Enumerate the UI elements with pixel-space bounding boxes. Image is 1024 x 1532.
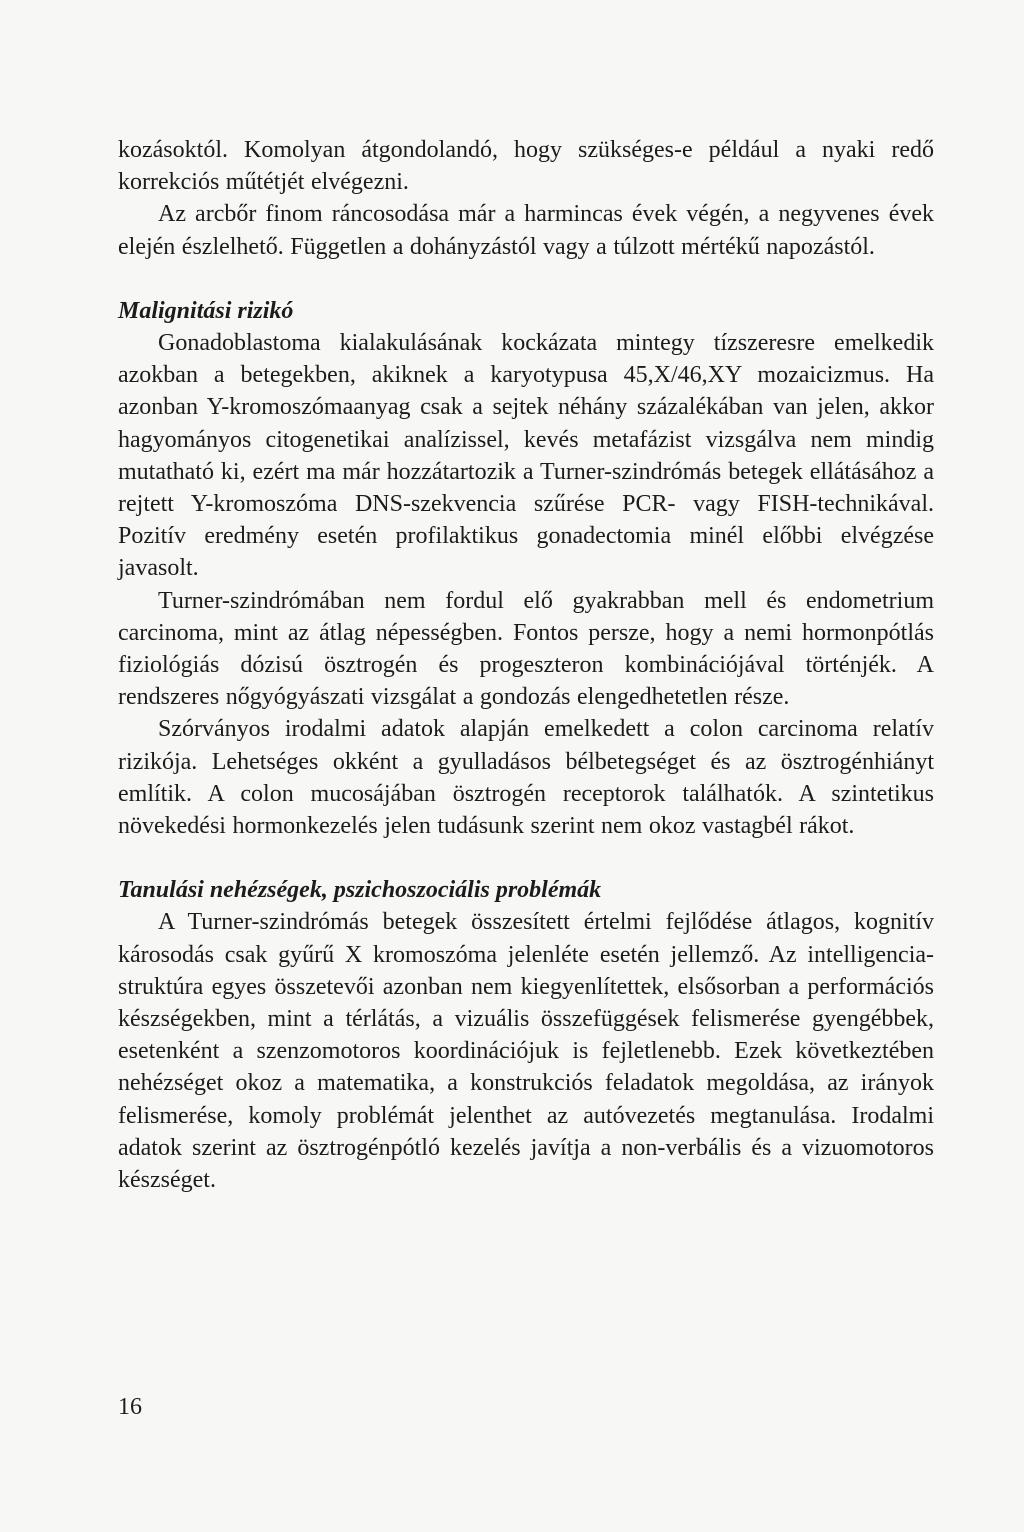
body-paragraph: Gonadoblastoma kialakulásának kockázata mintegy tízszeresre emelkedik azokban a betegekben, akiknek a karyotypusa 45,X/46,XY mozaicizmus. Ha azonban Y-kromoszómaanyag csak a sejtek néhány százalékában van jelen, akkor hagyományos citogenetikai analízissel, kevés metafázist vizsgálva nem mindig mutatható ki, ezért ma már hozzátartozik a Turner-szindrómás betegek ellátásához a rejtett Y-kromoszóma DNS-szekvencia szűrése PCR- vagy FISH-technikával. Pozitív eredmény esetén profilaktikus gonadectomia minél előbbi elvégzése javasolt. (118, 330, 934, 582)
section-gap (118, 842, 934, 874)
body-paragraph: Szórványos irodalmi adatok alapján emelkedett a colon carcinoma relatív rizikója. Lehetséges okként a gyulladásos bélbetegséget és az ösztrogénhiányt említik. A colon mucosájában ösztrogén receptorok találhatók. A szintetikus növekedési hormonkezelés jelen tudásunk szerint nem okoz vastagbél rákot. (118, 716, 934, 840)
section-heading-malignancy: Malignitási rizikó (118, 297, 294, 324)
body-paragraph: Turner-szindrómában nem fordul elő gyakrabban mell és endometrium carcinoma, mint az átlag népességben. Fontos persze, hogy a nemi hormonpótlás fiziológiás dózisú ösztrogén és progeszteron kombinációjával történjék. A rendszeres nőgyógyászati vizsgálat a gondozás elengedhetetlen része. (118, 587, 934, 711)
intro-paragraph: kozásoktól. Komolyan átgondolandó, hogy szükséges-e például a nyaki redő korrekciós műtétjét elvégezni. (118, 137, 934, 196)
section-gap (118, 263, 934, 295)
body-paragraph: A Turner-szindrómás betegek összesített értelmi fejlődése átlagos, kognitív károsodás csak gyűrű X kromoszóma jelenléte esetén jellemző. Az intelligencia-struktúra egyes összetevői azonban nem kiegyenlítettek, elsősorban a performációs készségekben, mint a térlátás, a vizuális összefüggések felismerése gyengébbek, esetenként a szenzomotoros koordinációjuk is fejletlenebb. Ezek következtében nehézséget okoz a matematika, a konstrukciós feladatok megoldása, az irányok felismerése, komoly problémát jelenthet az autóvezetés megtanulása. Irodalmi adatok szerint az ösztrogénpótló kezelés javítja a non-verbális és a vizuomotoros készséget. (118, 909, 934, 1194)
section-heading-learning: Tanulási nehézségek, pszichoszociális problémák (118, 877, 602, 904)
page-number: 16 (118, 1394, 142, 1420)
page-body (118, 134, 934, 1196)
intro-paragraph: Az arcbőr finom ráncosodása már a harmincas évek végén, a negyvenes évek elején észlelhető. Független a dohányzástól vagy a túlzott mértékű napozástól. (118, 201, 934, 260)
